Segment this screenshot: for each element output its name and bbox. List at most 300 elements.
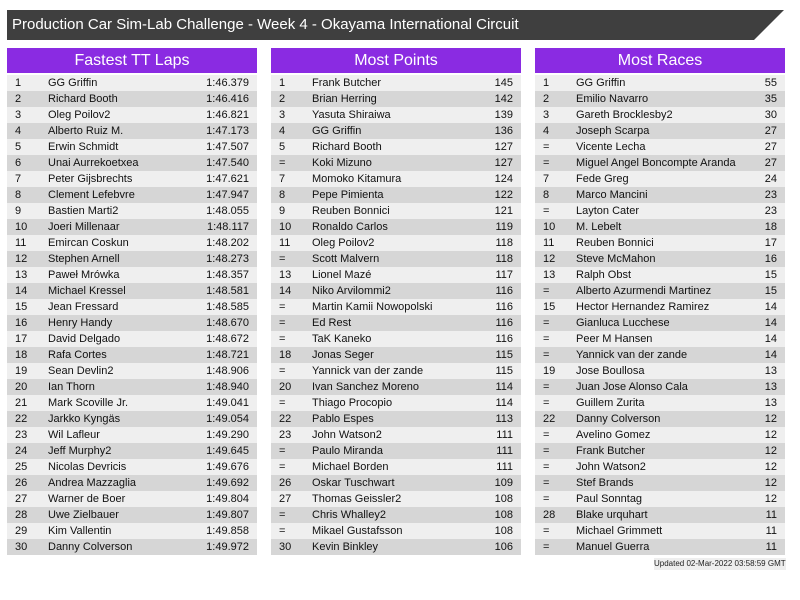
- value-cell: 1:48.055: [206, 205, 249, 217]
- value-cell: 113: [495, 413, 513, 425]
- value-cell: 127: [494, 141, 513, 153]
- table-row: [535, 347, 785, 363]
- driver-name-cell: Paweł Mrówka: [48, 269, 120, 281]
- table-row: [271, 507, 521, 523]
- table-row: [271, 331, 521, 347]
- driver-name-cell: Stef Brands: [576, 477, 634, 489]
- driver-name-cell: GG Griffin: [576, 77, 626, 89]
- value-cell: 1:48.670: [206, 317, 249, 329]
- driver-name-cell: Bastien Marti2: [48, 205, 119, 217]
- driver-name-cell: Ralph Obst: [576, 269, 632, 281]
- driver-name-cell: Yannick van der zande: [312, 365, 424, 377]
- driver-name-cell: Oskar Tuschwart: [312, 477, 395, 489]
- fastest-tt-laps-panel: [7, 48, 257, 555]
- rank-cell: 12: [543, 253, 556, 265]
- fastest-tt-laps-header: Fastest TT Laps: [7, 48, 257, 74]
- driver-name-cell: Unai Aurrekoetxea: [48, 157, 139, 169]
- table-row: [535, 219, 785, 235]
- rank-cell: 26: [279, 477, 292, 489]
- rank-cell: 19: [543, 365, 556, 377]
- value-cell: 11: [765, 509, 777, 521]
- table-row: [7, 171, 257, 187]
- table-row: [271, 203, 521, 219]
- rank-cell: =: [543, 141, 550, 153]
- value-cell: 1:48.585: [206, 301, 249, 313]
- rank-cell: 19: [15, 365, 28, 377]
- value-cell: 1:49.054: [206, 413, 249, 425]
- driver-name-cell: Pablo Espes: [312, 413, 374, 425]
- driver-name-cell: Gianluca Lucchese: [576, 317, 670, 329]
- table-row: [7, 523, 257, 539]
- table-row: [535, 283, 785, 299]
- value-cell: 116: [495, 301, 513, 313]
- driver-name-cell: Mark Scoville Jr.: [48, 397, 129, 409]
- value-cell: 13: [764, 381, 777, 393]
- most-points-panel: [271, 48, 521, 555]
- table-row: [7, 331, 257, 347]
- value-cell: 108: [494, 493, 513, 505]
- driver-name-cell: Ed Rest: [312, 317, 352, 329]
- table-row: [7, 347, 257, 363]
- table-row: [271, 491, 521, 507]
- driver-name-cell: Joeri Millenaar: [48, 221, 120, 233]
- value-cell: 14: [764, 349, 777, 361]
- value-cell: 18: [764, 221, 777, 233]
- rank-cell: =: [279, 333, 286, 345]
- table-row: [7, 363, 257, 379]
- rank-cell: =: [543, 381, 550, 393]
- value-cell: 12: [764, 493, 777, 505]
- value-cell: 27: [764, 157, 777, 169]
- fastest-tt-laps-list: [7, 75, 257, 555]
- table-row: [7, 91, 257, 107]
- driver-name-cell: Rafa Cortes: [48, 349, 107, 361]
- table-row: [535, 139, 785, 155]
- value-cell: 30: [764, 109, 777, 121]
- most-points-header: Most Points: [271, 48, 521, 74]
- rank-cell: =: [543, 429, 550, 441]
- value-cell: 111: [496, 445, 513, 457]
- value-cell: 1:49.692: [206, 477, 249, 489]
- rank-cell: 12: [15, 253, 28, 265]
- table-row: [271, 427, 521, 443]
- table-row: [535, 75, 785, 91]
- driver-name-cell: Jean Fressard: [48, 301, 119, 313]
- driver-name-cell: Warner de Boer: [48, 493, 126, 505]
- rank-cell: =: [543, 445, 550, 457]
- table-row: [535, 475, 785, 491]
- table-row: [271, 539, 521, 555]
- driver-name-cell: Brian Herring: [312, 93, 377, 105]
- driver-name-cell: Wil Lafleur: [48, 429, 100, 441]
- driver-name-cell: Paul Sonntag: [576, 493, 643, 505]
- driver-name-cell: Blake urquhart: [576, 509, 648, 521]
- rank-cell: 3: [543, 109, 550, 121]
- value-cell: 1:46.821: [206, 109, 249, 121]
- driver-name-cell: Miguel Angel Boncompte Aranda: [576, 157, 736, 169]
- driver-name-cell: Vicente Lecha: [576, 141, 646, 153]
- value-cell: 114: [495, 381, 513, 393]
- rank-cell: 27: [279, 493, 292, 505]
- driver-name-cell: Danny Colverson: [576, 413, 661, 425]
- value-cell: 12: [764, 445, 777, 457]
- table-row: [271, 443, 521, 459]
- driver-name-cell: Kevin Binkley: [312, 541, 379, 553]
- rank-cell: =: [543, 333, 550, 345]
- rank-cell: 22: [543, 413, 556, 425]
- table-row: [7, 491, 257, 507]
- table-row: [535, 507, 785, 523]
- driver-name-cell: Jonas Seger: [312, 349, 374, 361]
- value-cell: 1:49.972: [206, 541, 249, 553]
- table-row: [7, 155, 257, 171]
- value-cell: 124: [494, 173, 513, 185]
- rank-cell: =: [543, 317, 550, 329]
- driver-name-cell: TaK Kaneko: [312, 333, 372, 345]
- driver-name-cell: John Watson2: [312, 429, 382, 441]
- value-cell: 12: [764, 461, 777, 473]
- table-row: [7, 299, 257, 315]
- rank-cell: 28: [543, 509, 556, 521]
- most-races-list: [535, 75, 785, 555]
- driver-name-cell: M. Lebelt: [576, 221, 622, 233]
- table-row: [535, 91, 785, 107]
- table-row: [271, 155, 521, 171]
- driver-name-cell: Richard Booth: [312, 141, 382, 153]
- value-cell: 35: [764, 93, 777, 105]
- rank-cell: 22: [279, 413, 292, 425]
- rank-cell: 20: [15, 381, 28, 393]
- rank-cell: 7: [543, 173, 550, 185]
- table-row: [7, 203, 257, 219]
- table-row: [535, 427, 785, 443]
- rank-cell: 16: [15, 317, 28, 329]
- value-cell: 1:48.721: [206, 349, 249, 361]
- rank-cell: 30: [15, 541, 28, 553]
- rank-cell: 8: [15, 189, 22, 201]
- table-row: [535, 459, 785, 475]
- driver-name-cell: Peer M Hansen: [576, 333, 653, 345]
- table-row: [271, 347, 521, 363]
- rank-cell: 10: [15, 221, 28, 233]
- table-row: [7, 411, 257, 427]
- rank-cell: 18: [279, 349, 292, 361]
- driver-name-cell: Thiago Procopio: [312, 397, 393, 409]
- rank-cell: 2: [543, 93, 550, 105]
- value-cell: 108: [494, 525, 513, 537]
- rank-cell: 7: [15, 173, 22, 185]
- rank-cell: 20: [279, 381, 292, 393]
- table-row: [7, 283, 257, 299]
- table-row: [271, 171, 521, 187]
- value-cell: 106: [494, 541, 513, 553]
- rank-cell: 1: [279, 77, 286, 89]
- value-cell: 13: [764, 397, 777, 409]
- table-row: [535, 443, 785, 459]
- driver-name-cell: Uwe Zielbauer: [48, 509, 119, 521]
- value-cell: 23: [764, 189, 777, 201]
- value-cell: 1:47.621: [206, 173, 249, 185]
- driver-name-cell: Nicolas Devricis: [48, 461, 127, 473]
- value-cell: 1:48.672: [206, 333, 249, 345]
- table-row: [271, 267, 521, 283]
- driver-name-cell: Reuben Bonnici: [576, 237, 654, 249]
- value-cell: 12: [764, 429, 777, 441]
- value-cell: 1:48.906: [206, 365, 249, 377]
- driver-name-cell: Emircan Coskun: [48, 237, 129, 249]
- value-cell: 114: [495, 397, 513, 409]
- table-row: [271, 379, 521, 395]
- rank-cell: 13: [543, 269, 556, 281]
- driver-name-cell: Alberto Ruiz M.: [48, 125, 124, 137]
- rank-cell: 3: [279, 109, 286, 121]
- driver-name-cell: Henry Handy: [48, 317, 113, 329]
- most-races-header: Most Races: [535, 48, 785, 74]
- driver-name-cell: Jarkko Kyngäs: [48, 413, 121, 425]
- rank-cell: 13: [15, 269, 28, 281]
- table-row: [7, 379, 257, 395]
- value-cell: 1:48.357: [206, 269, 249, 281]
- table-row: [535, 251, 785, 267]
- rank-cell: =: [279, 461, 286, 473]
- table-row: [7, 475, 257, 491]
- rank-cell: 2: [279, 93, 286, 105]
- driver-name-cell: Clement Lefebvre: [48, 189, 135, 201]
- value-cell: 1:46.379: [206, 77, 249, 89]
- value-cell: 14: [764, 317, 777, 329]
- value-cell: 1:49.807: [206, 509, 249, 521]
- table-row: [7, 539, 257, 555]
- table-row: [7, 315, 257, 331]
- value-cell: 121: [494, 205, 513, 217]
- rank-cell: 6: [15, 157, 22, 169]
- value-cell: 115: [495, 365, 513, 377]
- table-row: [7, 107, 257, 123]
- driver-name-cell: Andrea Mazzaglia: [48, 477, 137, 489]
- driver-name-cell: Alberto Azurmendi Martinez: [576, 285, 712, 297]
- rank-cell: 14: [279, 285, 292, 297]
- table-row: [271, 299, 521, 315]
- value-cell: 14: [764, 301, 777, 313]
- table-row: [7, 459, 257, 475]
- value-cell: 136: [494, 125, 513, 137]
- value-cell: 1:47.540: [206, 157, 249, 169]
- rank-cell: 22: [15, 413, 28, 425]
- rank-cell: 25: [15, 461, 28, 473]
- most-races-panel: [535, 48, 785, 555]
- driver-name-cell: Chris Whalley2: [312, 509, 386, 521]
- rank-cell: 4: [279, 125, 286, 137]
- table-row: [271, 219, 521, 235]
- value-cell: 1:46.416: [206, 93, 249, 105]
- rank-cell: =: [543, 397, 550, 409]
- table-row: [271, 523, 521, 539]
- rank-cell: 7: [279, 173, 286, 185]
- rank-cell: 29: [15, 525, 28, 537]
- rank-cell: =: [279, 365, 286, 377]
- driver-name-cell: Koki Mizuno: [312, 157, 372, 169]
- driver-name-cell: Pepe Pimienta: [312, 189, 384, 201]
- driver-name-cell: Peter Gijsbrechts: [48, 173, 133, 185]
- value-cell: 15: [764, 285, 777, 297]
- table-row: [271, 123, 521, 139]
- rank-cell: =: [279, 525, 286, 537]
- rank-cell: 23: [279, 429, 292, 441]
- value-cell: 1:49.645: [206, 445, 249, 457]
- driver-name-cell: GG Griffin: [48, 77, 98, 89]
- driver-name-cell: Reuben Bonnici: [312, 205, 390, 217]
- driver-name-cell: Kim Vallentin: [48, 525, 112, 537]
- table-row: [7, 219, 257, 235]
- driver-name-cell: Ian Thorn: [48, 381, 95, 393]
- rank-cell: 13: [279, 269, 292, 281]
- rank-cell: =: [543, 157, 550, 169]
- value-cell: 11: [765, 541, 777, 553]
- value-cell: 17: [764, 237, 777, 249]
- rank-cell: 1: [15, 77, 22, 89]
- value-cell: 15: [764, 269, 777, 281]
- table-row: [271, 395, 521, 411]
- table-row: [271, 283, 521, 299]
- rank-cell: =: [279, 157, 286, 169]
- value-cell: 145: [494, 77, 513, 89]
- rank-cell: 4: [543, 125, 550, 137]
- rank-cell: =: [543, 493, 550, 505]
- table-row: [535, 107, 785, 123]
- rank-cell: 4: [15, 125, 22, 137]
- value-cell: 127: [494, 157, 513, 169]
- most-points-list: [271, 75, 521, 555]
- table-row: [271, 411, 521, 427]
- driver-name-cell: Stephen Arnell: [48, 253, 120, 265]
- table-row: [535, 315, 785, 331]
- driver-name-cell: Oleg Poilov2: [48, 109, 111, 121]
- driver-name-cell: Frank Butcher: [312, 77, 382, 89]
- value-cell: 1:49.858: [206, 525, 249, 537]
- rank-cell: 11: [15, 237, 27, 249]
- rank-cell: 1: [543, 77, 550, 89]
- rank-cell: =: [279, 445, 286, 457]
- table-row: [535, 411, 785, 427]
- driver-name-cell: Guillem Zurita: [576, 397, 645, 409]
- table-row: [271, 75, 521, 91]
- table-row: [271, 363, 521, 379]
- rank-cell: 28: [15, 509, 28, 521]
- table-row: [271, 459, 521, 475]
- driver-name-cell: Ronaldo Carlos: [312, 221, 388, 233]
- table-row: [535, 267, 785, 283]
- driver-name-cell: Joseph Scarpa: [576, 125, 650, 137]
- value-cell: 115: [495, 349, 513, 361]
- table-row: [271, 251, 521, 267]
- driver-name-cell: Mikael Gustafsson: [312, 525, 403, 537]
- rank-cell: 30: [279, 541, 292, 553]
- rank-cell: =: [543, 525, 550, 537]
- rank-cell: 8: [543, 189, 550, 201]
- rank-cell: 5: [279, 141, 286, 153]
- value-cell: 1:48.940: [206, 381, 249, 393]
- driver-name-cell: Marco Mancini: [576, 189, 648, 201]
- table-row: [271, 315, 521, 331]
- table-row: [7, 507, 257, 523]
- banner-tail-decoration: [754, 10, 784, 40]
- rank-cell: 8: [279, 189, 286, 201]
- value-cell: 142: [494, 93, 513, 105]
- driver-name-cell: Ivan Sanchez Moreno: [312, 381, 420, 393]
- value-cell: 1:48.581: [206, 285, 249, 297]
- table-row: [271, 475, 521, 491]
- driver-name-cell: John Watson2: [576, 461, 646, 473]
- table-row: [7, 235, 257, 251]
- value-cell: 117: [495, 269, 513, 281]
- value-cell: 118: [495, 237, 513, 249]
- driver-name-cell: Richard Booth: [48, 93, 118, 105]
- table-row: [535, 203, 785, 219]
- value-cell: 11: [765, 525, 777, 537]
- rank-cell: =: [279, 509, 286, 521]
- driver-name-cell: Scott Malvern: [312, 253, 380, 265]
- value-cell: 1:48.117: [206, 221, 249, 233]
- rank-cell: =: [543, 349, 550, 361]
- rank-cell: 15: [15, 301, 28, 313]
- value-cell: 24: [764, 173, 777, 185]
- value-cell: 1:48.273: [206, 253, 249, 265]
- driver-name-cell: Gareth Brocklesby2: [576, 109, 673, 121]
- value-cell: 27: [764, 125, 777, 137]
- page-title-banner: [7, 10, 754, 40]
- driver-name-cell: Hector Hernandez Ramirez: [576, 301, 710, 313]
- table-row: [7, 75, 257, 91]
- table-row: [535, 299, 785, 315]
- driver-name-cell: Erwin Schmidt: [48, 141, 119, 153]
- value-cell: 23: [764, 205, 777, 217]
- driver-name-cell: Paulo Miranda: [312, 445, 383, 457]
- table-row: [7, 187, 257, 203]
- table-row: [7, 427, 257, 443]
- driver-name-cell: Avelino Gomez: [576, 429, 651, 441]
- table-row: [535, 331, 785, 347]
- driver-name-cell: Fede Greg: [576, 173, 629, 185]
- driver-name-cell: Michael Borden: [312, 461, 389, 473]
- value-cell: 116: [495, 333, 513, 345]
- rank-cell: =: [543, 461, 550, 473]
- table-row: [271, 187, 521, 203]
- table-row: [535, 523, 785, 539]
- rank-cell: 9: [15, 205, 22, 217]
- rank-cell: 10: [279, 221, 292, 233]
- driver-name-cell: Yannick van der zande: [576, 349, 688, 361]
- value-cell: 111: [496, 429, 513, 441]
- value-cell: 1:49.290: [206, 429, 249, 441]
- rank-cell: 26: [15, 477, 28, 489]
- table-row: [535, 123, 785, 139]
- driver-name-cell: Layton Cater: [576, 205, 639, 217]
- table-row: [7, 123, 257, 139]
- value-cell: 1:49.676: [206, 461, 249, 473]
- rank-cell: 18: [15, 349, 28, 361]
- rank-cell: 11: [279, 237, 291, 249]
- value-cell: 109: [494, 477, 513, 489]
- table-row: [271, 107, 521, 123]
- table-row: [7, 395, 257, 411]
- rank-cell: =: [543, 541, 550, 553]
- rank-cell: 3: [15, 109, 22, 121]
- rank-cell: =: [279, 253, 286, 265]
- driver-name-cell: Manuel Guerra: [576, 541, 650, 553]
- driver-name-cell: GG Griffin: [312, 125, 362, 137]
- table-row: [535, 395, 785, 411]
- page-title: Production Car Sim-Lab Challenge - Week 4 - Okayama International Circuit: [12, 16, 519, 33]
